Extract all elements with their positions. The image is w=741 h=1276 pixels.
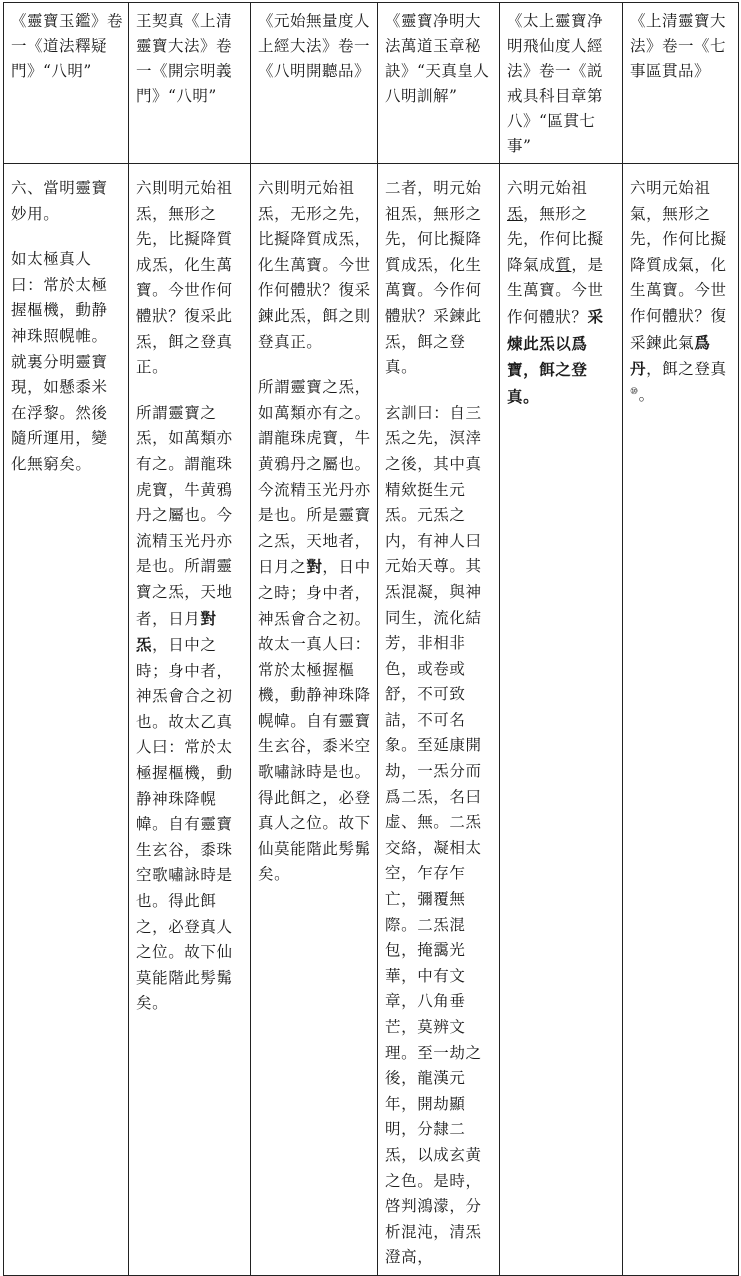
paragraph (258, 375, 372, 888)
body-cell-6 (623, 164, 739, 1276)
paragraph: 如太極真人曰：常於太極握樞機，動静神珠照幌帷。就裏分明靈寶現，如懸黍米在浮黎。然後隨所運用，變化無窮矣。 (11, 250, 108, 473)
footnote-marker: ⑩ (630, 386, 639, 397)
body-cell-4 (378, 164, 500, 1276)
header-cell (129, 3, 251, 164)
header-text: 《靈寶玉鑑》卷一《道法釋疑門》“八明” (11, 12, 124, 80)
paragraph: 六則明元始祖炁，無形之先，比擬降質成炁，化生萬寶。今世作何體狀？復采此炁，餌之登真正。 (136, 179, 233, 377)
paragraph (630, 176, 733, 408)
comparison-table (3, 2, 739, 1276)
body-row (4, 164, 739, 1276)
header-cell (4, 3, 129, 164)
header-text: 《太上靈寶净明飛仙度人經法》卷一《説戒具科目章第八》“區貫七事” (507, 12, 604, 155)
body-cell-1 (4, 164, 129, 1276)
header-text: 王契真《上清靈寶大法》卷一《開宗明義門》“八明” (136, 12, 233, 105)
paragraph (136, 401, 245, 1017)
header-cell (378, 3, 500, 164)
bold-text: 丹 (630, 359, 647, 379)
bold-text: 爲 (694, 332, 711, 352)
bold-text: 對炁 (136, 608, 217, 655)
header-cell (623, 3, 739, 164)
text-run: ，日中之時；身中者，神炁會合之初也。故太乙真人曰：常於太極握樞機，動静神珠降幌幃。自有靈寶生玄谷，黍珠空歌嘯詠時是也。得此餌之，必登真人之位。故下仙莫能階此髣髴矣。 (136, 636, 233, 1013)
bold-text: 采煉此炁以爲寶，餌之登真。 (507, 306, 604, 406)
text-run: 所謂靈寶之炁，如萬類亦有之。謂龍珠虎寶，牛黄鴉丹之屬也。今流精玉光丹亦是也。所是靈寶之炁，天地者，日月之 (258, 378, 371, 577)
paragraph: 六則明元始祖炁，无形之先，比擬降質成炁，化生萬寶。今世作何體狀？復采鍊此炁，餌之則登真正。 (258, 179, 371, 351)
text-run: 。 (638, 385, 655, 404)
text-run: ，餌之登真 (646, 360, 727, 379)
header-text: 《靈寶净明大法萬道玉章秘訣》“天真皇人八明訓解” (385, 12, 490, 105)
body-cell-2 (129, 164, 251, 1276)
body-cell-3 (251, 164, 378, 1276)
header-text: 《元始無量度人上經大法》卷一《八明開聽品》 (258, 12, 371, 80)
bold-text: 對 (306, 557, 323, 577)
text-run: 所謂靈寶之炁，如萬類亦有之。謂龍珠虎寶，牛黄鴉丹之屬也。今流精玉光丹亦是也。所謂靈寶之炁，天地者，日月 (136, 403, 233, 628)
text-run: ，日中之時；身中者，神炁會合之初。故太一真人曰：常於太極握樞機，動静神珠降幌幃。自有靈寶生玄谷，黍米空歌嘯詠時是也。得此餌之，必登真人之位。故下仙莫能階此髣髴矣。 (258, 558, 371, 884)
underlined-text: 質 (555, 255, 572, 274)
body-cell-5 (500, 164, 623, 1276)
text-run: 六明元始祖氣，無形之先，作何比擬降質成氣，化生萬寶。今世作何體狀？復采鍊此氣 (630, 179, 727, 352)
text-run: ，無形之先，作何比擬降氣成 (507, 204, 604, 274)
text-run: 六明元始祖 (507, 179, 588, 197)
header-cell (500, 3, 623, 164)
text-run: ，是生萬寶。今世作何體狀？ (507, 255, 604, 326)
header-text: 《上清靈寶大法》卷一《七事區貫品》 (630, 12, 727, 80)
underlined-text: 炁 (507, 204, 524, 223)
header-cell (251, 3, 378, 164)
paragraph (507, 176, 617, 410)
header-row (4, 3, 739, 164)
paragraph: 二者，明元始祖炁，無形之先，何比擬降質成炁，化生萬寶。今作何體狀？采鍊此炁，餌之登真。 (385, 179, 482, 377)
paragraph: 六、當明靈寶妙用。 (11, 179, 108, 223)
paragraph: 玄訓曰：自三炁之先，溟涬之後，其中真精欸挺生元炁。元炁之内，有神人曰元始天尊。其炁混凝，與神同生，流化結芳，非相非色，或卷或舒，不可致詰，不可名象。至延康開劫，一炁分而爲二炁，名曰虚、無。二炁交絡，凝相太空，乍存乍亡，彌覆無際。二炁混包，掩靄光華，中有文章，八角垂芒，莫辨文理。至一劫之後，龍漢元年，開劫顯明，分隸二炁，以成玄黄之色。是時，啓判鴻濛，分析混沌，清炁澄高， (385, 403, 482, 1267)
